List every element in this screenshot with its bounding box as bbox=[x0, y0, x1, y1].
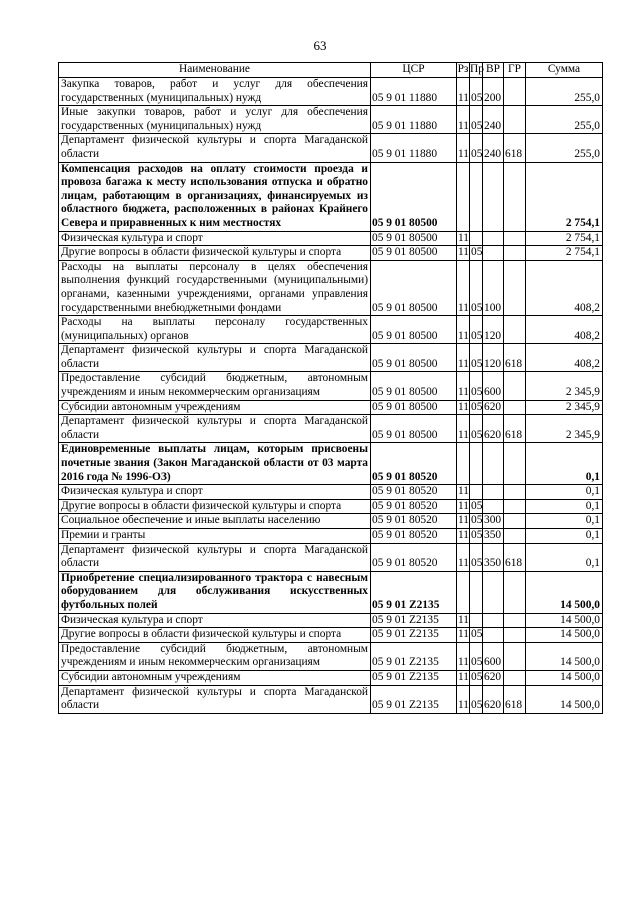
cell-rz: 11 bbox=[457, 543, 470, 571]
cell-sum: 14 500,0 bbox=[526, 628, 603, 643]
cell-name: Физическая культура и спорт bbox=[59, 613, 371, 628]
table-row bbox=[59, 162, 603, 231]
cell-vr bbox=[483, 246, 504, 261]
cell-sum: 0,1 bbox=[526, 543, 603, 571]
cell-gr bbox=[504, 670, 526, 685]
cell-sum: 255,0 bbox=[526, 134, 603, 162]
cell-rz: 11 bbox=[457, 670, 470, 685]
cell-csr: 05 9 01 Z2135 bbox=[371, 571, 457, 613]
cell-name: Департамент физической культуры и спорта Магаданской области bbox=[59, 344, 371, 372]
cell-csr: 05 9 01 11880 bbox=[371, 78, 457, 106]
cell-vr: 350 bbox=[483, 543, 504, 571]
cell-rz: 11 bbox=[457, 344, 470, 372]
cell-pr bbox=[470, 613, 483, 628]
cell-pr: 05 bbox=[470, 685, 483, 713]
table-row bbox=[59, 685, 603, 713]
cell-csr: 05 9 01 Z2135 bbox=[371, 613, 457, 628]
cell-csr: 05 9 01 Z2135 bbox=[371, 670, 457, 685]
cell-gr bbox=[504, 514, 526, 529]
cell-gr: 618 bbox=[504, 344, 526, 372]
cell-pr: 05 bbox=[470, 400, 483, 415]
cell-vr: 120 bbox=[483, 316, 504, 344]
cell-vr bbox=[483, 571, 504, 613]
cell-gr bbox=[504, 372, 526, 400]
table-row bbox=[59, 571, 603, 613]
cell-rz: 11 bbox=[457, 316, 470, 344]
cell-vr: 620 bbox=[483, 400, 504, 415]
header-gr: ГР bbox=[504, 63, 526, 78]
cell-gr: 618 bbox=[504, 685, 526, 713]
cell-gr bbox=[504, 571, 526, 613]
table-row bbox=[59, 670, 603, 685]
cell-csr: 05 9 01 80520 bbox=[371, 543, 457, 571]
cell-rz: 11 bbox=[457, 685, 470, 713]
cell-vr: 600 bbox=[483, 642, 504, 670]
cell-vr bbox=[483, 628, 504, 643]
cell-sum: 14 500,0 bbox=[526, 685, 603, 713]
cell-sum: 0,1 bbox=[526, 443, 603, 485]
table-row bbox=[59, 344, 603, 372]
cell-csr: 05 9 01 80500 bbox=[371, 162, 457, 231]
cell-csr: 05 9 01 80520 bbox=[371, 443, 457, 485]
cell-csr: 05 9 01 80500 bbox=[371, 344, 457, 372]
cell-name: Департамент физической культуры и спорта Магаданской области bbox=[59, 543, 371, 571]
cell-sum: 2 345,9 bbox=[526, 372, 603, 400]
cell-sum: 255,0 bbox=[526, 106, 603, 134]
table-row bbox=[59, 499, 603, 514]
cell-pr bbox=[470, 571, 483, 613]
cell-gr bbox=[504, 316, 526, 344]
cell-rz: 11 bbox=[457, 415, 470, 443]
cell-rz: 11 bbox=[457, 231, 470, 246]
cell-vr: 620 bbox=[483, 415, 504, 443]
cell-gr bbox=[504, 499, 526, 514]
cell-gr bbox=[504, 162, 526, 231]
cell-csr: 05 9 01 80500 bbox=[371, 316, 457, 344]
cell-gr bbox=[504, 400, 526, 415]
cell-gr: 618 bbox=[504, 415, 526, 443]
cell-sum: 2 345,9 bbox=[526, 415, 603, 443]
table-row bbox=[59, 514, 603, 529]
cell-rz: 11 bbox=[457, 78, 470, 106]
cell-gr bbox=[504, 642, 526, 670]
cell-sum: 0,1 bbox=[526, 514, 603, 529]
cell-name: Департамент физической культуры и спорта Магаданской области bbox=[59, 134, 371, 162]
cell-rz: 11 bbox=[457, 514, 470, 529]
cell-sum: 0,1 bbox=[526, 485, 603, 500]
cell-vr: 200 bbox=[483, 78, 504, 106]
cell-vr bbox=[483, 613, 504, 628]
cell-name: Департамент физической культуры и спорта Магаданской области bbox=[59, 415, 371, 443]
cell-rz bbox=[457, 571, 470, 613]
cell-gr bbox=[504, 613, 526, 628]
cell-gr bbox=[504, 529, 526, 544]
cell-csr: 05 9 01 80520 bbox=[371, 499, 457, 514]
table-row bbox=[59, 246, 603, 261]
cell-pr: 05 bbox=[470, 514, 483, 529]
cell-vr bbox=[483, 162, 504, 231]
cell-gr: 618 bbox=[504, 134, 526, 162]
cell-rz: 11 bbox=[457, 613, 470, 628]
table-row bbox=[59, 106, 603, 134]
cell-vr bbox=[483, 231, 504, 246]
table-row bbox=[59, 134, 603, 162]
cell-csr: 05 9 01 Z2135 bbox=[371, 685, 457, 713]
cell-rz: 11 bbox=[457, 485, 470, 500]
cell-csr: 05 9 01 80520 bbox=[371, 529, 457, 544]
cell-vr: 300 bbox=[483, 514, 504, 529]
cell-sum: 255,0 bbox=[526, 78, 603, 106]
header-pr: Пр bbox=[470, 63, 483, 78]
table-row bbox=[59, 372, 603, 400]
cell-rz: 11 bbox=[457, 499, 470, 514]
cell-name: Закупка товаров, работ и услуг для обеспечения государственных (муниципальных) нужд bbox=[59, 78, 371, 106]
cell-rz: 11 bbox=[457, 628, 470, 643]
table-row bbox=[59, 443, 603, 485]
cell-vr: 620 bbox=[483, 685, 504, 713]
cell-pr: 05 bbox=[470, 134, 483, 162]
cell-name: Предоставление субсидий бюджетным, автономным учреждениям и иным некоммерческим организациям bbox=[59, 372, 371, 400]
cell-name: Единовременные выплаты лицам, которым присвоены почетные звания (Закон Магаданской области от 03 марта 2016 года № 1996-ОЗ) bbox=[59, 443, 371, 485]
cell-rz bbox=[457, 443, 470, 485]
budget-table bbox=[58, 62, 603, 714]
cell-name: Расходы на выплаты персоналу в целях обеспечения выполнения функций государственными (муниципальными) органами, казенными учреждениями, органами управления государственными внебюджетными фондами bbox=[59, 260, 371, 315]
table-row bbox=[59, 529, 603, 544]
cell-csr: 05 9 01 80500 bbox=[371, 231, 457, 246]
table-row bbox=[59, 543, 603, 571]
cell-name: Иные закупки товаров, работ и услуг для обеспечения государственных (муниципальных) нужд bbox=[59, 106, 371, 134]
cell-vr: 120 bbox=[483, 344, 504, 372]
cell-name: Другие вопросы в области физической культуры и спорта bbox=[59, 246, 371, 261]
header-vr: ВР bbox=[483, 63, 504, 78]
cell-gr bbox=[504, 78, 526, 106]
cell-name: Расходы на выплаты персоналу государственных (муниципальных) органов bbox=[59, 316, 371, 344]
cell-pr: 05 bbox=[470, 344, 483, 372]
table-row bbox=[59, 485, 603, 500]
cell-pr: 05 bbox=[470, 628, 483, 643]
cell-sum: 408,2 bbox=[526, 344, 603, 372]
cell-pr bbox=[470, 443, 483, 485]
cell-gr bbox=[504, 485, 526, 500]
cell-name: Приобретение специализированного трактора с навесным оборудованием для обслуживания искусственных футбольных полей bbox=[59, 571, 371, 613]
cell-name: Другие вопросы в области физической культуры и спорта bbox=[59, 628, 371, 643]
cell-rz: 11 bbox=[457, 372, 470, 400]
cell-name: Субсидии автономным учреждениям bbox=[59, 670, 371, 685]
table-row bbox=[59, 400, 603, 415]
cell-pr: 05 bbox=[470, 260, 483, 315]
cell-pr: 05 bbox=[470, 106, 483, 134]
cell-csr: 05 9 01 80520 bbox=[371, 514, 457, 529]
cell-gr bbox=[504, 260, 526, 315]
cell-vr bbox=[483, 443, 504, 485]
cell-csr: 05 9 01 80500 bbox=[371, 372, 457, 400]
cell-name: Другие вопросы в области физической культуры и спорта bbox=[59, 499, 371, 514]
cell-csr: 05 9 01 11880 bbox=[371, 134, 457, 162]
table-row bbox=[59, 316, 603, 344]
header-sum: Сумма bbox=[526, 63, 603, 78]
cell-rz: 11 bbox=[457, 642, 470, 670]
cell-csr: 05 9 01 Z2135 bbox=[371, 628, 457, 643]
cell-csr: 05 9 01 11880 bbox=[371, 106, 457, 134]
cell-pr: 05 bbox=[470, 670, 483, 685]
cell-pr: 05 bbox=[470, 529, 483, 544]
cell-vr: 240 bbox=[483, 106, 504, 134]
header-csr: ЦСР bbox=[371, 63, 457, 78]
cell-rz: 11 bbox=[457, 246, 470, 261]
cell-pr bbox=[470, 485, 483, 500]
cell-name: Социальное обеспечение и иные выплаты населению bbox=[59, 514, 371, 529]
cell-pr: 05 bbox=[470, 78, 483, 106]
cell-sum: 2 754,1 bbox=[526, 162, 603, 231]
table-row bbox=[59, 231, 603, 246]
cell-name: Компенсация расходов на оплату стоимости проезда и провоза багажа к месту использования отпуска и обратно лицам, работающим в организациях, финансируемых из областного бюджета, расположенных в районах Крайнего Севера и приравненных к ним местностях bbox=[59, 162, 371, 231]
cell-sum: 0,1 bbox=[526, 529, 603, 544]
cell-gr bbox=[504, 231, 526, 246]
cell-sum: 0,1 bbox=[526, 499, 603, 514]
cell-name: Физическая культура и спорт bbox=[59, 485, 371, 500]
cell-pr: 05 bbox=[470, 316, 483, 344]
cell-pr: 05 bbox=[470, 372, 483, 400]
cell-vr: 240 bbox=[483, 134, 504, 162]
cell-vr: 600 bbox=[483, 372, 504, 400]
cell-name: Физическая культура и спорт bbox=[59, 231, 371, 246]
cell-csr: 05 9 01 80500 bbox=[371, 246, 457, 261]
cell-name: Субсидии автономным учреждениям bbox=[59, 400, 371, 415]
header-name: Наименование bbox=[59, 63, 371, 78]
cell-gr: 618 bbox=[504, 543, 526, 571]
cell-sum: 14 500,0 bbox=[526, 571, 603, 613]
cell-sum: 408,2 bbox=[526, 260, 603, 315]
cell-pr: 05 bbox=[470, 642, 483, 670]
cell-rz: 11 bbox=[457, 529, 470, 544]
cell-name: Департамент физической культуры и спорта Магаданской области bbox=[59, 685, 371, 713]
cell-sum: 14 500,0 bbox=[526, 613, 603, 628]
cell-gr bbox=[504, 246, 526, 261]
cell-rz: 11 bbox=[457, 134, 470, 162]
table-row bbox=[59, 415, 603, 443]
cell-csr: 05 9 01 80520 bbox=[371, 485, 457, 500]
cell-sum: 14 500,0 bbox=[526, 670, 603, 685]
cell-pr: 05 bbox=[470, 415, 483, 443]
header-rz: Рз bbox=[457, 63, 470, 78]
cell-rz bbox=[457, 162, 470, 231]
cell-rz: 11 bbox=[457, 106, 470, 134]
cell-sum: 2 754,1 bbox=[526, 231, 603, 246]
table-header-row bbox=[59, 63, 603, 78]
cell-sum: 14 500,0 bbox=[526, 642, 603, 670]
cell-gr bbox=[504, 106, 526, 134]
cell-vr: 100 bbox=[483, 260, 504, 315]
cell-pr: 05 bbox=[470, 543, 483, 571]
cell-name: Предоставление субсидий бюджетным, автономным учреждениям и иным некоммерческим организациям bbox=[59, 642, 371, 670]
cell-csr: 05 9 01 Z2135 bbox=[371, 642, 457, 670]
table-row bbox=[59, 628, 603, 643]
cell-pr: 05 bbox=[470, 499, 483, 514]
cell-sum: 408,2 bbox=[526, 316, 603, 344]
cell-csr: 05 9 01 80500 bbox=[371, 415, 457, 443]
cell-csr: 05 9 01 80500 bbox=[371, 260, 457, 315]
cell-vr: 620 bbox=[483, 670, 504, 685]
cell-gr bbox=[504, 628, 526, 643]
cell-name: Премии и гранты bbox=[59, 529, 371, 544]
cell-vr: 350 bbox=[483, 529, 504, 544]
cell-vr bbox=[483, 485, 504, 500]
cell-pr: 05 bbox=[470, 246, 483, 261]
cell-gr bbox=[504, 443, 526, 485]
cell-sum: 2 345,9 bbox=[526, 400, 603, 415]
cell-pr bbox=[470, 162, 483, 231]
table-row bbox=[59, 613, 603, 628]
table-row bbox=[59, 642, 603, 670]
cell-rz: 11 bbox=[457, 400, 470, 415]
page-number: 63 bbox=[313, 38, 327, 53]
table-row bbox=[59, 78, 603, 106]
cell-vr bbox=[483, 499, 504, 514]
cell-rz: 11 bbox=[457, 260, 470, 315]
cell-sum: 2 754,1 bbox=[526, 246, 603, 261]
cell-csr: 05 9 01 80500 bbox=[371, 400, 457, 415]
cell-pr bbox=[470, 231, 483, 246]
table-row bbox=[59, 260, 603, 315]
